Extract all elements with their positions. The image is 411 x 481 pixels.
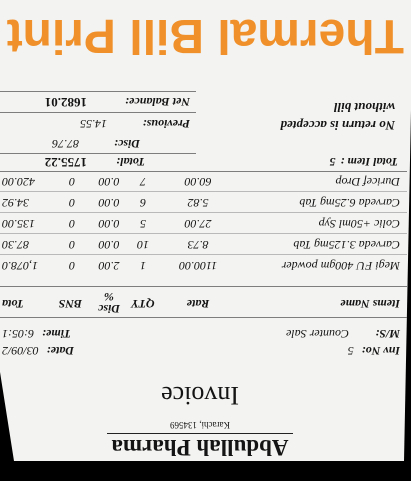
- shop-name: Abdullah Pharma: [111, 435, 289, 460]
- previous-label: Previous:: [142, 117, 190, 131]
- customer-value: Counter Sale: [286, 327, 349, 341]
- row-disc: 0.00: [98, 196, 120, 210]
- invoice-date: [2, 344, 74, 357]
- row-total: 135.00: [2, 217, 35, 231]
- row-bns: 0: [69, 238, 75, 252]
- row-item-name: Carveda 6.25mg Tab: [299, 196, 400, 210]
- invoice-number-value: 5: [347, 344, 354, 358]
- summary-divider: [0, 153, 196, 154]
- row-rate: 27.00: [184, 217, 212, 231]
- shop-address: Karachi, 134569: [170, 420, 230, 430]
- net-balance-bottom-divider: [0, 91, 196, 92]
- row-total: 87.30: [2, 238, 29, 252]
- row-bns: 0: [69, 175, 75, 189]
- customer-label: M/S:: [375, 327, 400, 341]
- header-rate: Rate: [186, 297, 210, 311]
- invoice-date-value: 03/09/2: [2, 344, 39, 358]
- row-rate: 8.73: [187, 238, 209, 252]
- invoice-time: [2, 327, 71, 340]
- row-item-name: Megi FU 400gm powder: [281, 259, 400, 273]
- row-divider: [0, 233, 407, 234]
- net-balance-value: 1682.01: [44, 95, 87, 110]
- net-balance-label: Net Balance:: [125, 95, 190, 109]
- total-items-value: 5: [329, 155, 336, 169]
- document-title: Invoice: [161, 381, 239, 410]
- total-label: Total:: [116, 155, 145, 169]
- row-qty: 7: [140, 175, 146, 189]
- row-bns: 0: [69, 259, 75, 273]
- row-rate: 5.82: [187, 196, 209, 210]
- header-disc: Disc: [98, 302, 120, 316]
- row-qty: 6: [140, 196, 146, 210]
- row-qty: 5: [140, 217, 146, 231]
- row-qty: 10: [137, 238, 149, 252]
- discount-value: 87.76: [52, 137, 79, 151]
- header-disc-unit: %: [104, 290, 114, 304]
- row-total: 420.00: [2, 175, 35, 189]
- net-balance-top-divider: [0, 112, 196, 113]
- invoice-time-label: Time:: [42, 327, 71, 341]
- row-bns: 0: [69, 196, 75, 210]
- row-item-name: Duricef Drop: [335, 175, 400, 189]
- row-item-name: Carveda 3.125mg Tab: [293, 238, 400, 252]
- row-rate: 1100.00: [178, 259, 218, 273]
- invoice-number: [348, 344, 400, 357]
- row-item-name: Colic +50ml Syp: [318, 217, 400, 231]
- row-divider: [0, 191, 407, 192]
- row-disc: 2.00: [98, 259, 120, 273]
- total-items: [329, 155, 398, 168]
- header-total: Tota: [2, 297, 24, 311]
- header-bns: BNS: [58, 297, 82, 311]
- invoice-number-label: Inv No:: [361, 344, 400, 358]
- shop-name-underline: [107, 433, 293, 434]
- row-divider: [0, 254, 407, 255]
- return-policy-line1: No return is accepted: [280, 118, 395, 133]
- row-qty: 1: [140, 259, 146, 273]
- row-disc: 0.00: [98, 238, 120, 252]
- table-top-divider: [0, 317, 407, 318]
- row-total: 1,078.0: [2, 259, 38, 273]
- invoice-time-value: 6:05:1: [2, 327, 34, 341]
- row-total: 34.92: [2, 196, 29, 210]
- row-divider: [0, 212, 407, 213]
- invoice-date-label: Date:: [46, 344, 74, 358]
- table-header-divider: [0, 286, 407, 287]
- previous-value: 14.55: [80, 117, 107, 131]
- row-disc: 0.00: [98, 217, 120, 231]
- row-disc: 0.00: [98, 175, 120, 189]
- row-bns: 0: [69, 217, 75, 231]
- header-items-name: Items Name: [340, 297, 400, 311]
- row-rate: 60.00: [184, 175, 212, 189]
- total-items-label: Total Item :: [340, 155, 398, 169]
- header-qty: QTY: [131, 297, 155, 311]
- table-bottom-divider: [0, 171, 407, 172]
- discount-label: Disc:: [114, 137, 140, 151]
- banner-title: Thermal Bill Print: [6, 9, 404, 62]
- total-value: 1755.22: [44, 155, 87, 170]
- return-policy-line2: without bill: [333, 100, 395, 115]
